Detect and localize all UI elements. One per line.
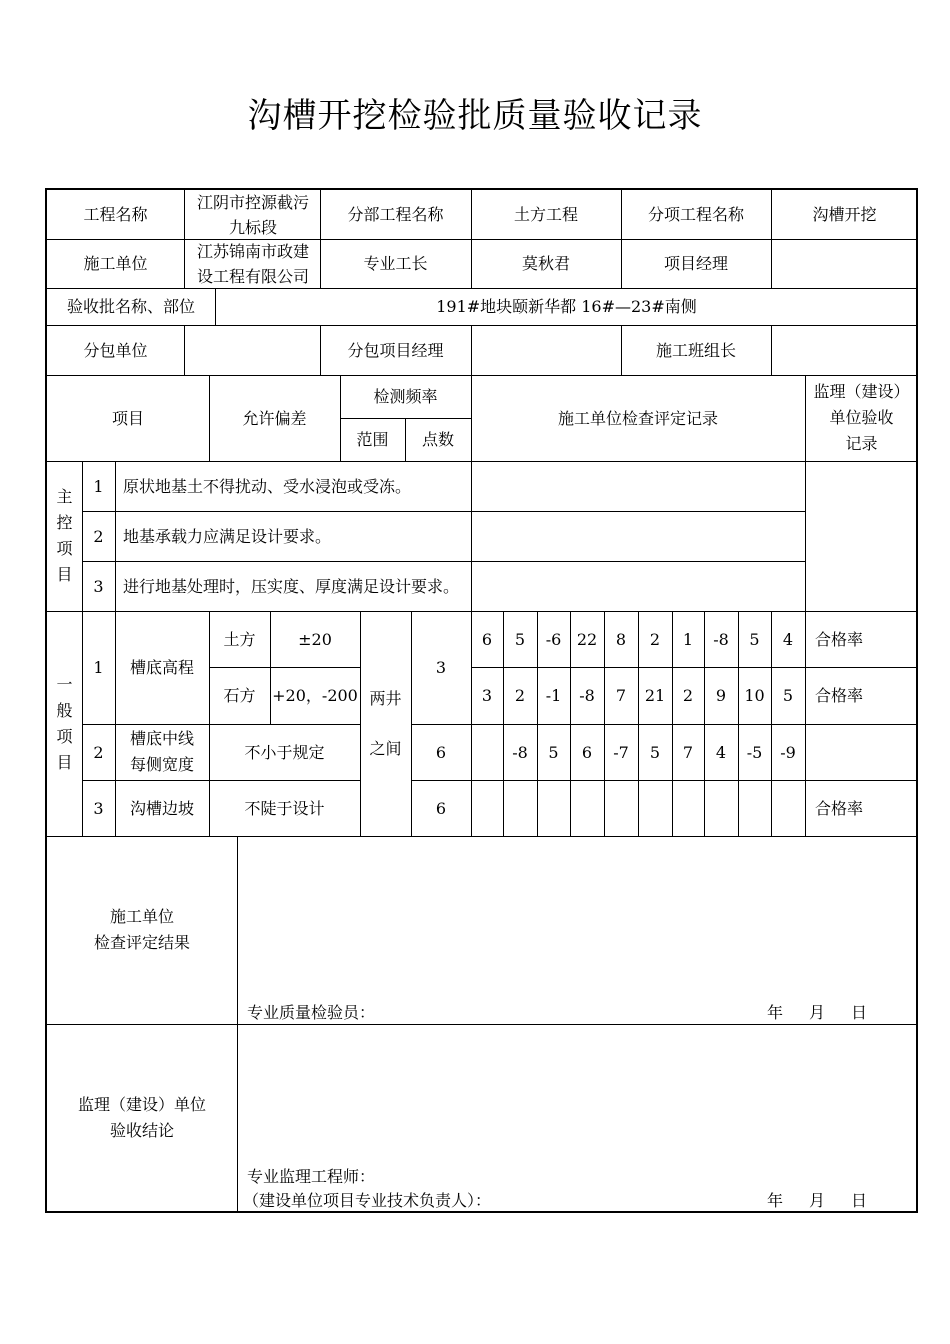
measure-cell: 3 [481,686,493,705]
main-item-text: 地基承载力应满足设计要求。 [123,526,332,546]
col-line [184,190,185,288]
batch-label: 验收批名称、部位 [66,297,195,316]
measure-cell: 2 [682,686,694,705]
contractor-value: 江苏锦南市政建设工程有限公司 [196,241,309,286]
measure-cell: -5 [746,742,763,762]
page-title: 沟槽开挖检验批质量验收记录 [247,96,703,136]
date-month: 月 [808,1191,825,1210]
pass-rate: 合格率 [814,629,863,649]
general-item-name: 沟槽边坡 [129,798,194,818]
subitem-value: 沟槽开挖 [812,205,877,224]
general-items-group-label: 一 般 项 目 [56,674,73,772]
rock-tolerance: +20，-200 [272,686,358,705]
measure-cell: 9 [715,686,727,705]
inspector-signature-label: 专业质量检验员： [247,1003,376,1022]
pass-rate: 合格率 [814,686,863,705]
measure-cell: 21 [644,686,666,705]
col-header-range: 范围 [356,430,389,449]
measure-cell: 1 [682,629,694,649]
measure-cell: 4 [715,742,727,762]
main-item-no: 2 [93,526,104,546]
measure-cell: -7 [613,742,629,762]
engineer-signature-label: 专业监理工程师： [247,1167,376,1186]
foreman-value: 莫秋君 [521,254,570,273]
team-leader-label: 施工班组长 [655,340,736,360]
measure-cell: -8 [713,629,729,649]
date-year: 年 [766,1191,783,1210]
project-name-label: 工程名称 [83,205,148,224]
range-between-wells: 两井 之间 [369,688,402,758]
date-month: 月 [808,1003,825,1022]
pass-rate: 合格率 [814,798,863,818]
main-item-no: 3 [93,576,104,596]
col-line [237,836,238,1213]
contractor-result-label: 施工单位 检查评定结果 [93,907,190,952]
general-item-no: 1 [93,658,104,677]
pass-rate [805,724,873,780]
measure-cell: 5 [782,686,794,705]
general-item-name: 槽底中线 每侧宽度 [129,729,194,774]
measure-cell: 5 [649,742,661,762]
pm-label: 项目经理 [663,254,728,273]
measure-cell: 6 [581,742,593,762]
sub-pm-value [471,325,621,375]
measure-cell: -8 [512,742,528,762]
contractor-label: 施工单位 [83,254,148,273]
measure-cell: -9 [780,742,796,762]
measure-cell: 4 [782,629,794,649]
main-items-group-label: 主 控 项 目 [56,487,73,584]
supervisor-conclusion-label: 监理（建设）单位 验收结论 [77,1095,206,1140]
general-item-tolerance: 不陡于设计 [244,798,325,818]
col-header-tolerance: 允许偏差 [242,408,307,428]
soil-tolerance: ±20 [298,629,332,649]
measure-cell: 6 [481,629,493,649]
measure-cell: 5 [749,629,760,649]
col-header-supervisor-line3: 记录 [845,434,878,453]
measure-cell: -8 [579,686,595,705]
owner-tech-signature-label: （建设单位项目专业技术负责人）： [243,1191,492,1210]
project-name-value: 江阴市控源截污九标段 [196,192,309,237]
batch-value: 191#地块颐新华都 16#—23#南侧 [436,297,697,316]
col-header-supervisor-line2: 单位验收 [829,408,894,427]
pm-value [771,239,918,288]
team-leader-value [771,325,918,375]
col-header-supervisor-line1: 监理（建设） [813,382,910,401]
sub-unit-value [184,325,320,375]
col-line [471,461,472,611]
foreman-label: 专业工长 [363,254,428,273]
rock-type-label: 石方 [223,686,256,705]
measure-cell: 22 [576,629,598,649]
col-header-record: 施工单位检查评定记录 [557,408,718,428]
measure-cell: -1 [545,686,562,705]
general-item-points: 6 [435,798,447,818]
measure-cell: 2 [649,629,661,649]
general-item-no: 3 [93,798,104,818]
general-item-points: 6 [435,742,447,762]
general-item-points: 3 [435,658,447,677]
measure-cell: 8 [615,629,627,649]
col-header-item: 项目 [111,408,144,428]
division-label: 分部工程名称 [347,205,444,224]
inspection-form-table [45,188,918,1213]
measure-cell: 5 [514,629,526,649]
measure-cell: 7 [682,742,694,762]
division-value: 土方工程 [513,205,578,224]
measure-cell: -6 [545,629,562,649]
col-header-points: 点数 [421,430,454,449]
sub-unit-label: 分包单位 [83,340,148,360]
general-item-name: 槽底高程 [129,658,194,677]
measure-cell: 7 [615,686,627,705]
col-header-frequency: 检测频率 [373,387,438,406]
main-item-no: 1 [93,476,104,496]
measure-cell: 5 [548,742,559,762]
general-item-no: 2 [93,742,104,762]
col-header-supervisor [805,375,918,461]
measure-cell: 2 [514,686,526,705]
soil-type-label: 土方 [223,629,256,649]
subitem-label: 分项工程名称 [647,205,744,224]
measure-cell: 10 [744,686,765,705]
sub-pm-label: 分包项目经理 [347,340,444,360]
date-day: 日 [850,1003,867,1022]
date-day: 日 [850,1191,867,1210]
date-year: 年 [766,1003,783,1022]
general-item-tolerance: 不小于规定 [244,742,325,762]
main-item-text: 进行地基处理时，压实度、厚度满足设计要求。 [123,576,460,596]
measure-cell [471,724,503,780]
main-item-text: 原状地基土不得扰动、受水浸泡或受冻。 [123,476,412,496]
